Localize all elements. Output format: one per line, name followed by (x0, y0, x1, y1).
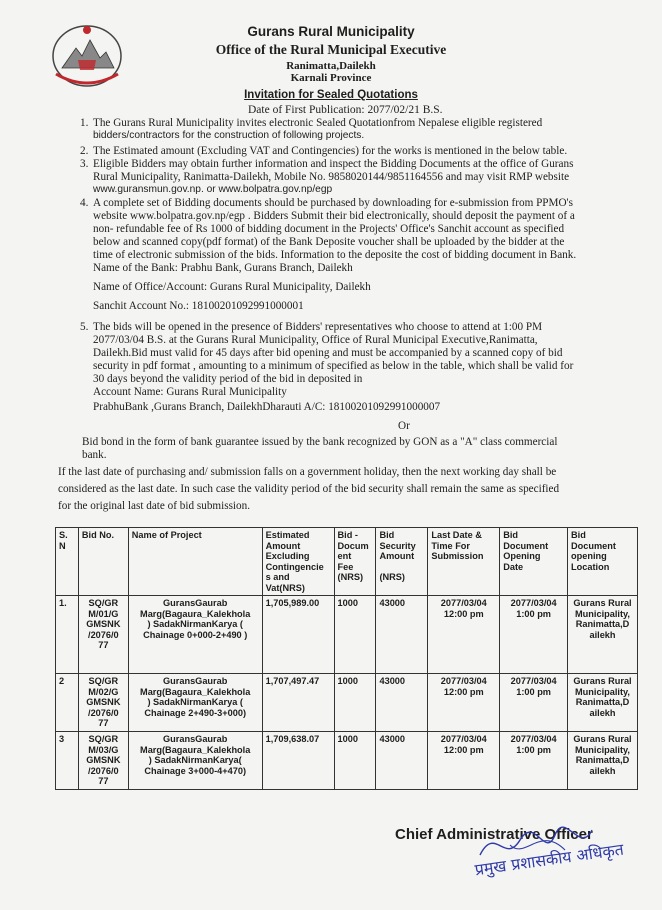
col-header: Bid Security Amount (NRS) (376, 528, 428, 596)
province: Karnali Province (290, 72, 372, 84)
cell-location: Gurans Rural Municipality, Ranimatta,D ailekh (568, 596, 638, 674)
item-line: Eligible Bidders may obtain further information and inspect the Bidding Documents at the office of Gurans (93, 158, 574, 170)
holiday-line: If the last date of purchasing and/ submission falls on a government holiday, then the next working day shall be (58, 466, 557, 478)
item-line: 30 days beyond the validity period of the bid in deposited in (93, 373, 363, 385)
item-number: 4. (80, 197, 89, 209)
item-line: A complete set of Bidding documents should be purchased by downloading for e-submission from PPMO's (93, 197, 573, 209)
cell-security: 43000 (376, 596, 428, 674)
cell-opening: 2077/03/04 1:00 pm (500, 732, 568, 790)
cell-project: GuransGaurab Marg(Bagaura_Kalekhola ) SadakNirmanKarya( Chainage 3+000-4+470) (128, 732, 262, 790)
bid-table (55, 527, 638, 790)
holiday-line: considered as the last date. In such case the validity period of the bid security shall remain the same as specified (58, 483, 560, 495)
cell-submission: 2077/03/04 12:00 pm (428, 674, 500, 732)
item-number: 3. (80, 158, 89, 170)
cell-opening: 2077/03/04 1:00 pm (500, 596, 568, 674)
item-line: The Gurans Rural Municipality invites electronic Sealed Quotationfrom Nepalese eligible registered (93, 117, 543, 129)
bank-name: Name of the Bank: Prabhu Bank, Gurans Branch, Dailekh (93, 262, 353, 274)
address: Ranimatta,Dailekh (286, 60, 376, 72)
item-line: bidders/contractors for the construction of following projects. (93, 130, 365, 141)
cell-bid-no: SQ/GR M/01/G GMSNK /2076/0 77 (78, 596, 128, 674)
cell-opening: 2077/03/04 1:00 pm (500, 674, 568, 732)
item-line: non- refundable fee of Rs 1000 of bidding document in the Projects' Office's Sanchit account as specified (93, 223, 565, 235)
municipality-name: Gurans Rural Municipality (247, 24, 415, 39)
cell-sn: 3 (56, 732, 79, 790)
cell-submission: 2077/03/04 12:00 pm (428, 732, 500, 790)
cell-location: Gurans Rural Municipality, Ranimatta,D ailekh (568, 732, 638, 790)
cell-submission: 2077/03/04 12:00 pm (428, 596, 500, 674)
col-header: Bid No. (78, 528, 128, 596)
holiday-line: for the original last date of bid submission. (58, 500, 251, 512)
office-name: Office of the Rural Municipal Executive (215, 42, 447, 57)
dharauti-account: PrabhuBank ,Gurans Branch, DailekhDharauti A/C: 18100201092991000007 (93, 401, 441, 413)
col-header: Last Date & Time For Submission (428, 528, 500, 596)
cell-bid-no: SQ/GR M/03/G GMSNK /2076/0 77 (78, 732, 128, 790)
col-header: Bid Document Opening Date (500, 528, 568, 596)
item-line: time of electronic submission of the bids. Information to the deposite the cost of bidding document in Bank. (93, 249, 577, 261)
col-header: Estimated Amount Excluding Contingencie s and Vat(NRS) (262, 528, 334, 596)
office-account: Name of Office/Account: Gurans Rural Municipality, Dailekh (93, 281, 371, 293)
cell-doc-fee: 1000 (334, 674, 376, 732)
or-separator: Or (398, 420, 410, 432)
table-row (56, 674, 638, 732)
cell-estimate: 1,707,497.47 (262, 674, 334, 732)
cell-doc-fee: 1000 (334, 596, 376, 674)
col-header: Bid Document opening Location (568, 528, 638, 596)
cell-bid-no: SQ/GR M/02/G GMSNK /2076/0 77 (78, 674, 128, 732)
item-line: www.guransmun.gov.np. or www.bolpatra.gov.np/egp (93, 184, 333, 195)
col-header: S. N (56, 528, 79, 596)
cell-security: 43000 (376, 674, 428, 732)
table-row (56, 732, 638, 790)
cell-sn: 2 (56, 674, 79, 732)
item-number: 5. (80, 321, 89, 333)
cell-estimate: 1,709,638.07 (262, 732, 334, 790)
item-line: 2077/03/04 B.S. at the Gurans Rural Municipality, Office of Rural Municipal Executive,Ranimatta, (93, 334, 538, 346)
cell-security: 43000 (376, 732, 428, 790)
item-number: 2. (80, 145, 89, 157)
sanchit-account: Sanchit Account No.: 18100201092991000001 (93, 300, 304, 312)
cell-project: GuransGaurab Marg(Bagaura_Kalekhola ) SadakNirmanKarya ( Chainage 0+000-2+490 ) (128, 596, 262, 674)
cell-location: Gurans Rural Municipality, Ranimatta,D ailekh (568, 674, 638, 732)
item-line: below and scanned copy(pdf format) of the Bank Deposite voucher shall be uploaded by the bidder at the (93, 236, 565, 248)
col-header: Bid - Docum ent Fee (NRS) (334, 528, 376, 596)
notice-title: Invitation for Sealed Quotations (244, 89, 418, 101)
item-line: website www.bolpatra.gov.np/egp . Bidders Submit their bid electronically, should deposit the payment of a (93, 210, 575, 222)
cell-sn: 1. (56, 596, 79, 674)
cell-estimate: 1,705,989.00 (262, 596, 334, 674)
account-name: Account Name: Gurans Rural Municipality (93, 386, 287, 398)
col-header: Name of Project (128, 528, 262, 596)
item-line: The bids will be opened in the presence of Bidders' representatives who choose to attend at 1:00 PM (93, 321, 543, 333)
publication-date: Date of First Publication: 2077/02/21 B.S. (248, 104, 443, 116)
signatory-title: Chief Administrative Officer (395, 826, 593, 843)
table-row (56, 596, 638, 674)
item-line: Dailekh.Bid must valid for 45 days after bid opening and must be accompanied by a scanned copy of bid (93, 347, 563, 359)
cell-project: GuransGaurab Marg(Bagaura_Kalekhola ) SadakNirmanKarya ( Chainage 2+490-3+000) (128, 674, 262, 732)
item-line: security in pdf format , amounting to a minimum of specified as below in the table, which shall be valid for (93, 360, 574, 372)
cell-doc-fee: 1000 (334, 732, 376, 790)
table-header-row (56, 528, 638, 596)
official-stamp: प्रमुख प्रशासकीय अधिकृत (473, 839, 625, 880)
item-line: The Estimated amount (Excluding VAT and Contingencies) for the works is mentioned in the below table. (93, 145, 568, 157)
bid-bond-line: Bid bond in the form of bank guarantee issued by the bank recognized by GON as a "A" class commercial (82, 436, 558, 448)
item-line: Rural Municipality, Ranimatta-Dailekh, Mobile No. 9858020144/9851164556 and may visit RMP website (93, 171, 570, 183)
item-number: 1. (80, 117, 89, 129)
bid-bond-line: bank. (82, 449, 107, 461)
